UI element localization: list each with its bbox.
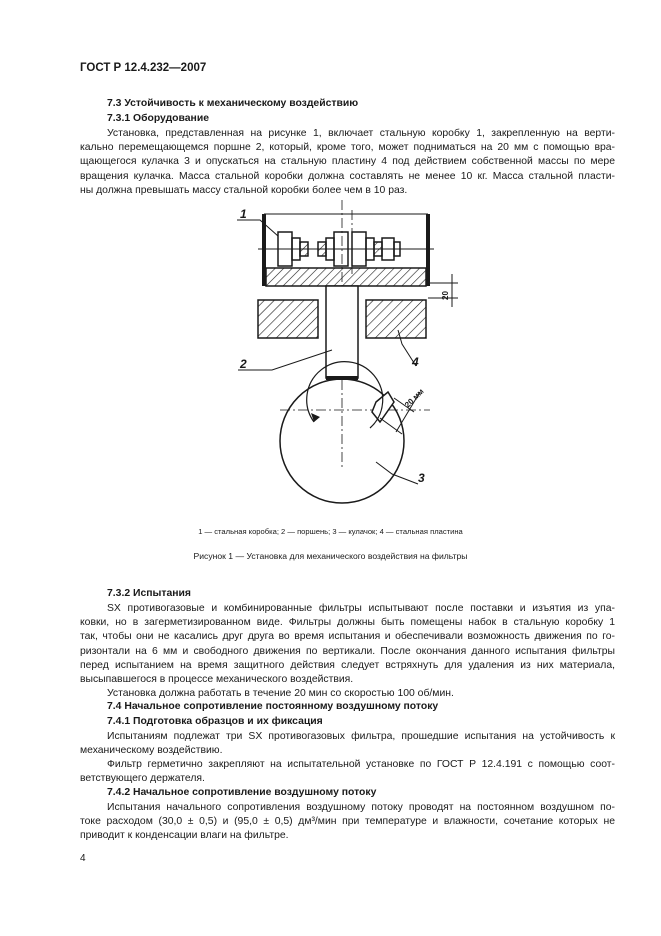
text-line: SX противогазовые и комбинированные фильтры испытывают после поставки и изъятия из упа-: [107, 603, 615, 614]
text-line: щающегося кулачка 3 и опускаться на стальную пластину 4 под действием собственной массы по мере: [80, 156, 615, 168]
section-7-3-1-title: 7.3.1 Оборудование: [107, 113, 209, 124]
steel-box: [258, 214, 434, 286]
section-7-4-1-title: 7.4.1 Подготовка образцов и их фиксация: [107, 716, 323, 727]
text-line: приводит к конденсации влаги на фильтре.: [80, 830, 289, 842]
text-line: ризонтали на 6 мм и свободного движения по вертикали. После окончания данного испытания фильтры: [80, 645, 615, 657]
text-line: кально перемещающемся поршне 2, который, кроме того, может подниматься на 20 мм с помощью вра-: [80, 142, 615, 154]
text-line: Установка, представленная на рисунке 1, включает стальную коробку 1, закрепленную на верти-: [107, 128, 615, 139]
dimension-20-label: 20: [441, 291, 450, 300]
document-header: ГОСТ Р 12.4.232—2007: [80, 62, 207, 74]
figure-label-2: 2: [240, 357, 247, 371]
figure-label-1: 1: [240, 207, 247, 221]
section-7-3-2-paragraph: [80, 602, 615, 701]
text-line: вращения кулачка. Масса стальной коробки должна составлять не менее 10 кг. Масса стальной пласти-: [80, 170, 615, 182]
figure-legend: 1 — стальная коробка; 2 — поршень; 3 — кулачок; 4 — стальная пластина: [198, 527, 463, 536]
section-7-3-title: 7.3 Устойчивость к механическому воздействию: [107, 98, 359, 109]
section-7-4-2-title: 7.4.2 Начальное сопротивление воздушному потоку: [107, 787, 377, 798]
section-7-4-title: 7.4 Начальное сопротивление постоянному воздушному потоку: [107, 701, 439, 712]
dimension-20mm-label: 20 мм: [403, 386, 426, 410]
text-line: Установка должна работать в течение 20 мин со скоростью 100 об/мин.: [107, 688, 454, 700]
text-line: Испытания начального сопротивления воздушному потоку проводят на постоянном воздушном по-: [107, 802, 615, 813]
dimension-20: [428, 274, 458, 307]
section-7-3-2-title: 7.3.2 Испытания: [107, 588, 191, 599]
text-line: Фильтр герметично закрепляют на испытательной установке по ГОСТ Р 12.4.191 с помощью соот-: [107, 759, 615, 770]
section-7-4-2-paragraph: [80, 801, 615, 844]
text-line: перед испытанием на время защитного действия следует встряхнуть для удаления из них материала,: [80, 659, 615, 671]
section-7-4-1-paragraph-2: [80, 758, 615, 786]
figure-label-3: 3: [418, 471, 425, 485]
text-line: Испытаниям подлежат три SX противогазовых фильтра, прошедшие испытания на устойчивость к: [107, 731, 615, 742]
page-number: 4: [80, 853, 86, 864]
text-line: ветствующего держателя.: [80, 773, 205, 785]
text-line: токе расходом (30,0 ± 0,5) и (95,0 ± 0,5) дм³/мин при температуре и влажности, сочетание которых не: [80, 816, 615, 828]
text-line: так, чтобы они не касались друг друга во время испытания и обеспечивали возможность движения по го-: [80, 631, 615, 643]
text-line: ковки, но в загерметизированном виде. Фильтры должны быть помещены набок в стальную коробку 1: [80, 617, 615, 629]
text-line: высыпавшегося в процессе механического воздействия.: [80, 674, 354, 686]
figure-caption: Рисунок 1 — Установка для механического воздействия на фильтры: [193, 551, 468, 561]
section-7-4-1-paragraph-1: [80, 730, 615, 758]
text-line: механическому воздействию.: [80, 745, 223, 757]
cam: [280, 362, 420, 503]
figure-label-4: 4: [412, 355, 419, 369]
text-line: ны должна превышать массу стальной коробки более чем в 10 раз.: [80, 184, 408, 196]
